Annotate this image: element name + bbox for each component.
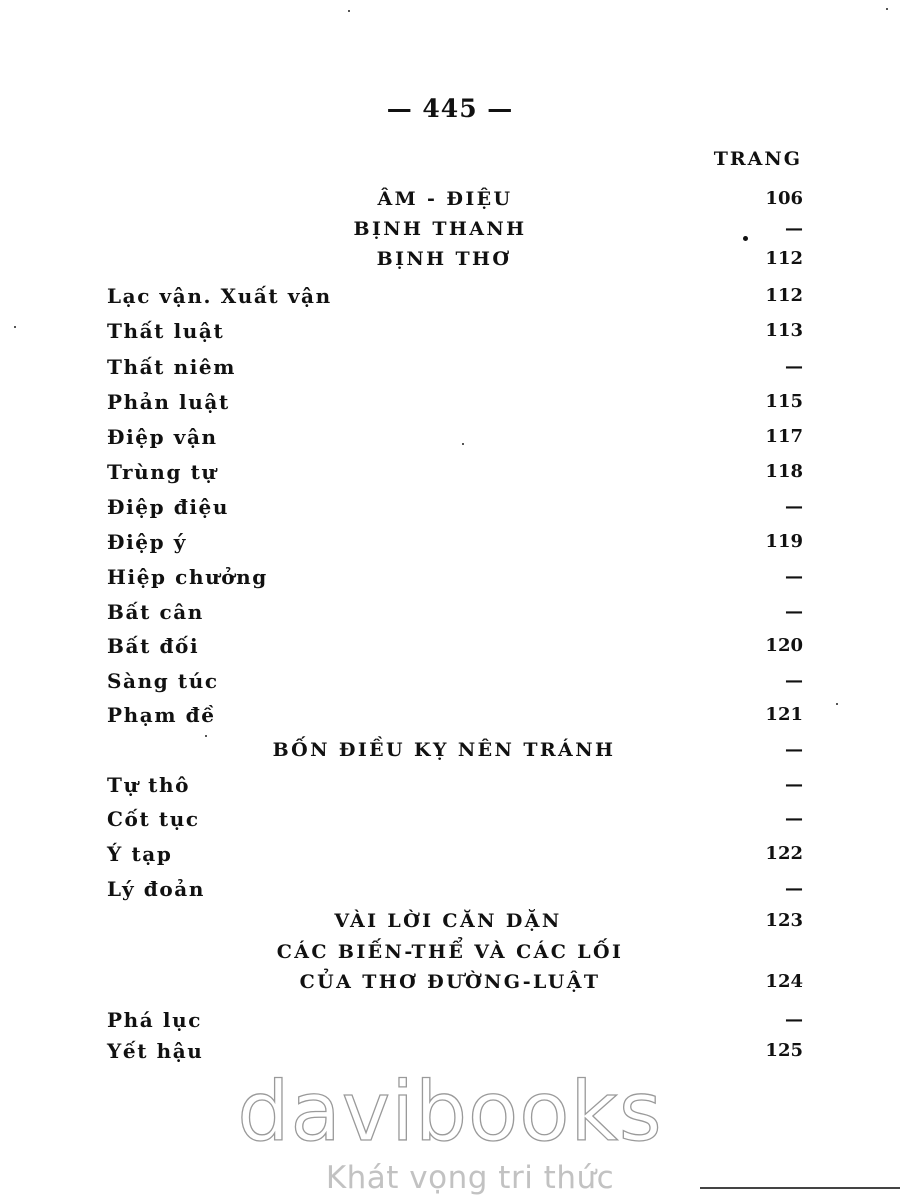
toc-entry-title: Điệp điệu <box>107 495 229 519</box>
toc-heading <box>0 968 900 996</box>
scan-speck <box>836 703 838 705</box>
toc-entry-title: Phạm đề <box>107 703 216 727</box>
toc-entry <box>0 493 900 521</box>
toc-entry <box>0 701 900 729</box>
scan-speck <box>205 735 207 737</box>
toc-entry <box>0 563 900 591</box>
watermark-tagline: Khát vọng tri thức <box>325 1160 615 1196</box>
toc-page-number: 113 <box>765 320 803 341</box>
toc-page-number: — <box>785 670 803 691</box>
toc-page-number: 125 <box>765 1040 803 1061</box>
toc-page-number: 117 <box>765 426 803 447</box>
toc-entry-title: Tự thô <box>107 773 191 797</box>
toc-heading <box>0 185 900 213</box>
toc-entry <box>0 317 900 345</box>
toc-page-number: — <box>785 496 803 517</box>
toc-entry <box>0 632 900 660</box>
toc-page-number: — <box>785 356 803 377</box>
page-column-header: TRANG <box>713 148 802 170</box>
toc-entry-title: Cốt tục <box>107 807 200 831</box>
toc-page-number: 118 <box>765 461 803 482</box>
toc-entry <box>0 528 900 556</box>
toc-entry-title: Trùng tự <box>107 460 218 484</box>
toc-entry <box>0 388 900 416</box>
toc-entry <box>0 423 900 451</box>
toc-heading <box>0 245 900 273</box>
toc-entry <box>0 598 900 626</box>
toc-heading-title: VÀI LỜI CĂN DẶN <box>334 910 562 932</box>
toc-entry <box>0 1037 900 1065</box>
toc-entry-title: Thất niêm <box>107 355 237 379</box>
toc-entry <box>0 282 900 310</box>
scan-speck <box>348 10 350 12</box>
toc-entry <box>0 353 900 381</box>
toc-page-number: 124 <box>765 971 803 992</box>
toc-entry-title: Điệp vận <box>107 425 218 449</box>
toc-heading-title: ÂM - ĐIỆU <box>377 188 513 210</box>
toc-entry <box>0 1006 900 1034</box>
toc-page-number: — <box>785 739 803 760</box>
toc-entry-title: Yết hậu <box>107 1039 204 1063</box>
toc-entry <box>0 805 900 833</box>
toc-heading <box>0 938 900 966</box>
scan-speck <box>886 8 888 10</box>
toc-page-number: 119 <box>765 531 803 552</box>
toc-page-number: 112 <box>765 285 803 306</box>
toc-page-number: 122 <box>765 843 803 864</box>
toc-page-number: — <box>785 808 803 829</box>
toc-page-number: 120 <box>765 635 803 656</box>
toc-heading <box>0 736 900 764</box>
toc-entry-title: Phản luật <box>107 390 230 414</box>
toc-entry-title: Thất luật <box>107 319 225 343</box>
toc-heading <box>0 907 900 935</box>
toc-heading-title: BỊNH THANH <box>353 218 527 240</box>
watermark <box>0 1065 900 1197</box>
toc-entry <box>0 875 900 903</box>
toc-heading-title: BỐN ĐIỀU KỴ NÊN TRÁNH <box>272 739 616 761</box>
toc-entry <box>0 840 900 868</box>
toc-page-number: 123 <box>765 910 803 931</box>
toc-page-number: 121 <box>765 704 803 725</box>
toc-page-number: — <box>785 878 803 899</box>
toc-entry <box>0 667 900 695</box>
toc-heading-title: CÁC BIẾN-THỂ VÀ CÁC LỐI <box>276 941 624 963</box>
toc-entry-title: Hiệp chưởng <box>107 565 268 589</box>
toc-heading <box>0 215 900 243</box>
toc-page-number: — <box>785 1009 803 1030</box>
toc-entry-title: Sàng túc <box>107 669 219 693</box>
ink-dot <box>743 236 748 241</box>
toc-entry <box>0 458 900 486</box>
toc-page-number: 106 <box>765 188 803 209</box>
toc-entry-title: Lý đoản <box>107 877 205 901</box>
toc-page-number: 115 <box>765 391 803 412</box>
toc-page-number: — <box>785 601 803 622</box>
toc-page-number: — <box>785 774 803 795</box>
toc-entry-title: Điệp ý <box>107 530 187 554</box>
toc-entry-title: Bất đối <box>107 634 200 658</box>
watermark-logo: davibooks <box>237 1065 663 1160</box>
toc-page-number: 112 <box>765 248 803 269</box>
toc-entry-title: Ý tạp <box>107 842 173 866</box>
toc-page-number: — <box>785 566 803 587</box>
toc-entry <box>0 771 900 799</box>
toc-entry-title: Bất cân <box>107 600 204 624</box>
toc-page-number: — <box>785 218 803 239</box>
toc-entry-title: Phá lục <box>107 1008 203 1032</box>
scan-edge-line <box>700 1187 900 1189</box>
page-number: — 445 — <box>386 94 514 123</box>
scan-speck <box>14 326 16 328</box>
toc-heading-title: BỊNH THƠ <box>376 248 512 270</box>
toc-heading-title: CỦA THƠ ĐƯỜNG-LUẬT <box>299 971 601 993</box>
scan-speck <box>462 443 464 445</box>
toc-entry-title: Lạc vận. Xuất vận <box>107 284 332 308</box>
